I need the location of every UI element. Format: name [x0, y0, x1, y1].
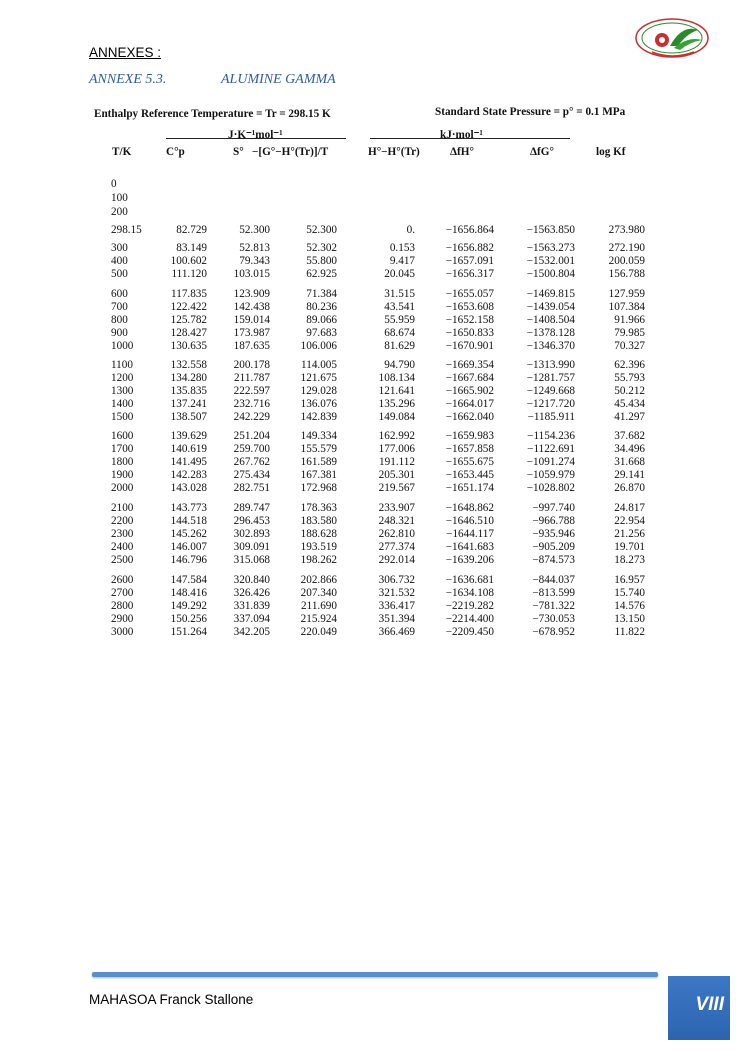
- cell-entropy: 187.635: [233, 340, 270, 352]
- cell-enthalpy-increment: 177.006: [378, 443, 415, 455]
- cell-enthalpy-increment: 292.014: [378, 554, 415, 566]
- cell-log-kf: 200.059: [608, 255, 645, 267]
- cell-log-kf: 16.957: [614, 574, 645, 586]
- cell-enthalpy-formation: −1664.017: [445, 398, 494, 410]
- cell-enthalpy-increment: 205.301: [378, 469, 415, 481]
- cell-gibbs-function: 211.690: [301, 600, 337, 612]
- cell-heat-capacity: 140.619: [170, 443, 207, 455]
- cell-heat-capacity: 146.796: [170, 554, 207, 566]
- cell-heat-capacity: 100.602: [170, 255, 207, 267]
- cell-temperature: 2200: [111, 515, 134, 527]
- cell-temperature: 700: [111, 301, 128, 313]
- cell-heat-capacity: 111.120: [171, 268, 207, 280]
- cell-gibbs-function: 71.384: [306, 288, 337, 300]
- cell-heat-capacity: 143.028: [170, 482, 207, 494]
- cell-log-kf: 79.985: [614, 327, 645, 339]
- cell-log-kf: 24.817: [614, 502, 645, 514]
- cell-temperature: 200: [111, 206, 128, 218]
- cell-temperature: 1900: [111, 469, 134, 481]
- institution-logo: [632, 16, 712, 68]
- cell-log-kf: 37.682: [614, 430, 645, 442]
- cell-temperature: 2600: [111, 574, 134, 586]
- cell-enthalpy-increment: 191.112: [379, 456, 415, 468]
- footer-author: MAHASOA Franck Stallone: [89, 992, 254, 1007]
- cell-gibbs-formation: −1378.128: [526, 327, 575, 339]
- cell-entropy: 275.434: [233, 469, 270, 481]
- cell-log-kf: 55.793: [614, 372, 645, 384]
- cell-gibbs-function: 193.519: [300, 541, 337, 553]
- cell-log-kf: 19.701: [614, 541, 645, 553]
- cell-entropy: 79.343: [239, 255, 270, 267]
- cell-gibbs-formation: −1408.504: [526, 314, 575, 326]
- cell-gibbs-formation: −1532.001: [526, 255, 575, 267]
- cell-gibbs-formation: −1346.370: [526, 340, 575, 352]
- cell-heat-capacity: 82.729: [176, 224, 207, 236]
- column-header-log-kf: log Kf: [596, 146, 626, 158]
- cell-enthalpy-increment: 121.641: [378, 385, 415, 397]
- cell-gibbs-function: 52.302: [306, 242, 337, 254]
- cell-enthalpy-increment: 149.084: [378, 411, 415, 423]
- cell-gibbs-function: 220.049: [300, 626, 337, 638]
- cell-entropy: 52.300: [239, 224, 270, 236]
- cell-heat-capacity: 125.782: [170, 314, 207, 326]
- cell-entropy: 320.840: [233, 574, 270, 586]
- cell-temperature: 2900: [111, 613, 134, 625]
- cell-heat-capacity: 138.507: [170, 411, 207, 423]
- cell-gibbs-formation: −1469.815: [526, 288, 575, 300]
- cell-gibbs-function: 80.236: [306, 301, 337, 313]
- units-right: kJ·mol⁻¹: [440, 129, 483, 141]
- cell-heat-capacity: 146.007: [170, 541, 207, 553]
- cell-enthalpy-increment: 351.394: [378, 613, 415, 625]
- cell-enthalpy-increment: 262.810: [378, 528, 415, 540]
- cell-heat-capacity: 117.835: [171, 288, 207, 300]
- cell-entropy: 200.178: [233, 359, 270, 371]
- cell-gibbs-formation: −781.322: [532, 600, 575, 612]
- enthalpy-reference-text: Enthalpy Reference Temperature = Tr = 298.15 K: [94, 108, 331, 120]
- cell-gibbs-function: 62.925: [306, 268, 337, 280]
- cell-enthalpy-formation: −1670.901: [445, 340, 494, 352]
- cell-gibbs-formation: −1059.979: [526, 469, 575, 481]
- cell-entropy: 211.787: [234, 372, 270, 384]
- cell-enthalpy-formation: −1656.882: [445, 242, 494, 254]
- cell-entropy: 267.762: [233, 456, 270, 468]
- cell-enthalpy-formation: −1655.675: [445, 456, 494, 468]
- cell-temperature: 600: [111, 288, 128, 300]
- cell-enthalpy-formation: −1652.158: [445, 314, 494, 326]
- column-header-enthalpy-formation: ΔfH°: [450, 146, 474, 158]
- cell-enthalpy-formation: −1653.445: [445, 469, 494, 481]
- cell-enthalpy-formation: −1662.040: [445, 411, 494, 423]
- cell-gibbs-formation: −1563.273: [526, 242, 575, 254]
- cell-temperature: 1500: [111, 411, 134, 423]
- cell-heat-capacity: 145.262: [170, 528, 207, 540]
- cell-temperature: 300: [111, 242, 128, 254]
- cell-enthalpy-formation: −1646.510: [445, 515, 494, 527]
- cell-enthalpy-increment: 20.045: [384, 268, 415, 280]
- cell-enthalpy-formation: −2219.282: [445, 600, 494, 612]
- cell-temperature: 1300: [111, 385, 134, 397]
- cell-gibbs-function: 114.005: [301, 359, 337, 371]
- cell-gibbs-function: 178.363: [300, 502, 337, 514]
- cell-entropy: 342.205: [233, 626, 270, 638]
- cell-log-kf: 107.384: [608, 301, 645, 313]
- cell-enthalpy-formation: −1669.354: [445, 359, 494, 371]
- cell-entropy: 173.987: [233, 327, 270, 339]
- cell-gibbs-function: 198.262: [300, 554, 337, 566]
- cell-enthalpy-formation: −1650.833: [445, 327, 494, 339]
- cell-log-kf: 91.966: [614, 314, 645, 326]
- cell-temperature: 100: [111, 192, 128, 204]
- cell-enthalpy-increment: 336.417: [378, 600, 415, 612]
- cell-enthalpy-increment: 306.732: [378, 574, 415, 586]
- cell-gibbs-function: 207.340: [300, 587, 337, 599]
- cell-enthalpy-formation: −1655.057: [445, 288, 494, 300]
- cell-gibbs-function: 167.381: [300, 469, 337, 481]
- cell-temperature: 298.15: [111, 224, 142, 236]
- column-header-heat-capacity: C°p: [166, 146, 185, 158]
- cell-enthalpy-formation: −1667.684: [445, 372, 494, 384]
- cell-entropy: 159.014: [233, 314, 270, 326]
- cell-heat-capacity: 139.629: [170, 430, 207, 442]
- cell-enthalpy-formation: −2214.400: [445, 613, 494, 625]
- cell-log-kf: 45.434: [614, 398, 645, 410]
- cell-temperature: 3000: [111, 626, 134, 638]
- cell-temperature: 1100: [111, 359, 133, 371]
- cell-gibbs-formation: −678.952: [532, 626, 575, 638]
- cell-temperature: 2000: [111, 482, 134, 494]
- cell-gibbs-formation: −1028.802: [526, 482, 575, 494]
- cell-gibbs-function: 89.066: [306, 314, 337, 326]
- cell-heat-capacity: 142.283: [170, 469, 207, 481]
- cell-heat-capacity: 135.835: [170, 385, 207, 397]
- cell-heat-capacity: 132.558: [170, 359, 207, 371]
- cell-enthalpy-increment: 9.417: [389, 255, 415, 267]
- cell-enthalpy-increment: 0.: [406, 224, 415, 236]
- cell-enthalpy-formation: −1639.206: [445, 554, 494, 566]
- cell-gibbs-function: 55.800: [306, 255, 337, 267]
- cell-log-kf: 26.870: [614, 482, 645, 494]
- cell-temperature: 1000: [111, 340, 134, 352]
- cell-gibbs-formation: −1217.720: [526, 398, 575, 410]
- cell-entropy: 326.426: [233, 587, 270, 599]
- cell-enthalpy-formation: −1641.683: [445, 541, 494, 553]
- cell-heat-capacity: 143.773: [170, 502, 207, 514]
- cell-enthalpy-increment: 0.153: [389, 242, 415, 254]
- units-left: J·K⁻¹mol⁻¹: [228, 129, 283, 141]
- cell-temperature: 2800: [111, 600, 134, 612]
- cell-heat-capacity: 122.422: [170, 301, 207, 313]
- cell-temperature: 1200: [111, 372, 134, 384]
- cell-gibbs-formation: −874.573: [532, 554, 575, 566]
- cell-enthalpy-formation: −1653.608: [445, 301, 494, 313]
- column-header-entropy: S°: [233, 146, 244, 158]
- cell-log-kf: 14.576: [614, 600, 645, 612]
- cell-entropy: 259.700: [233, 443, 270, 455]
- cell-enthalpy-formation: −1659.983: [445, 430, 494, 442]
- cell-heat-capacity: 149.292: [170, 600, 207, 612]
- cell-gibbs-formation: −1122.691: [527, 443, 575, 455]
- cell-entropy: 315.068: [233, 554, 270, 566]
- cell-gibbs-function: 121.675: [300, 372, 337, 384]
- cell-log-kf: 21.256: [614, 528, 645, 540]
- cell-temperature: 1700: [111, 443, 134, 455]
- cell-temperature: 2300: [111, 528, 134, 540]
- cell-gibbs-formation: −1091.274: [526, 456, 575, 468]
- footer-rule: [92, 972, 658, 977]
- cell-gibbs-formation: −1500.804: [526, 268, 575, 280]
- cell-gibbs-formation: −730.053: [532, 613, 575, 625]
- cell-enthalpy-formation: −1657.091: [445, 255, 494, 267]
- cell-gibbs-function: 52.300: [306, 224, 337, 236]
- cell-heat-capacity: 128.427: [170, 327, 207, 339]
- cell-gibbs-formation: −813.599: [532, 587, 575, 599]
- cell-gibbs-function: 149.334: [300, 430, 337, 442]
- standard-pressure-text: Standard State Pressure = p° = 0.1 MPa: [435, 106, 626, 118]
- cell-enthalpy-increment: 233.907: [378, 502, 415, 514]
- cell-gibbs-formation: −1281.757: [526, 372, 575, 384]
- cell-enthalpy-increment: 248.321: [378, 515, 415, 527]
- cell-gibbs-formation: −935.946: [532, 528, 575, 540]
- cell-enthalpy-formation: −2209.450: [445, 626, 494, 638]
- cell-enthalpy-increment: 94.790: [384, 359, 415, 371]
- cell-gibbs-formation: −1313.990: [526, 359, 575, 371]
- cell-log-kf: 18.273: [614, 554, 645, 566]
- cell-entropy: 52.813: [239, 242, 270, 254]
- cell-temperature: 400: [111, 255, 128, 267]
- column-header-gibbs-formation: ΔfG°: [530, 146, 554, 158]
- cell-enthalpy-increment: 108.134: [378, 372, 415, 384]
- cell-temperature: 1600: [111, 430, 134, 442]
- cell-temperature: 1400: [111, 398, 134, 410]
- cell-log-kf: 156.788: [608, 268, 645, 280]
- cell-heat-capacity: 137.241: [170, 398, 207, 410]
- cell-entropy: 222.597: [233, 385, 270, 397]
- cell-gibbs-formation: −1249.668: [526, 385, 575, 397]
- cell-enthalpy-formation: −1648.862: [445, 502, 494, 514]
- cell-heat-capacity: 150.256: [170, 613, 207, 625]
- cell-gibbs-function: 129.028: [300, 385, 337, 397]
- cell-gibbs-function: 142.839: [300, 411, 337, 423]
- cell-enthalpy-increment: 162.992: [378, 430, 415, 442]
- cell-heat-capacity: 151.264: [170, 626, 207, 638]
- cell-entropy: 282.751: [233, 482, 270, 494]
- cell-entropy: 123.909: [233, 288, 270, 300]
- cell-log-kf: 50.212: [614, 385, 645, 397]
- annex-number: ANNEXE 5.3.: [89, 72, 167, 87]
- cell-log-kf: 13.150: [614, 613, 645, 625]
- cell-gibbs-formation: −844.037: [532, 574, 575, 586]
- cell-temperature: 0: [111, 178, 117, 190]
- cell-entropy: 302.893: [233, 528, 270, 540]
- cell-log-kf: 31.668: [614, 456, 645, 468]
- cell-gibbs-function: 97.683: [306, 327, 337, 339]
- cell-entropy: 337.094: [233, 613, 270, 625]
- cell-enthalpy-increment: 219.567: [378, 482, 415, 494]
- cell-enthalpy-increment: 321.532: [378, 587, 415, 599]
- cell-temperature: 900: [111, 327, 128, 339]
- cell-heat-capacity: 148.416: [170, 587, 207, 599]
- cell-enthalpy-formation: −1636.681: [445, 574, 494, 586]
- cell-gibbs-function: 155.579: [300, 443, 337, 455]
- cell-log-kf: 22.954: [614, 515, 645, 527]
- cell-temperature: 500: [111, 268, 128, 280]
- cell-temperature: 1800: [111, 456, 134, 468]
- cell-gibbs-function: 188.628: [300, 528, 337, 540]
- cell-log-kf: 62.396: [614, 359, 645, 371]
- annex-subtitle: [89, 72, 336, 88]
- cell-enthalpy-increment: 68.674: [384, 327, 415, 339]
- cell-enthalpy-formation: −1634.108: [445, 587, 494, 599]
- cell-enthalpy-increment: 277.374: [378, 541, 415, 553]
- cell-gibbs-formation: −1154.236: [527, 430, 575, 442]
- cell-log-kf: 11.822: [614, 626, 645, 638]
- cell-log-kf: 34.496: [614, 443, 645, 455]
- cell-gibbs-function: 183.580: [300, 515, 337, 527]
- cell-enthalpy-formation: −1656.317: [445, 268, 494, 280]
- cell-enthalpy-formation: −1644.117: [446, 528, 494, 540]
- cell-enthalpy-increment: 55.959: [384, 314, 415, 326]
- cell-temperature: 2500: [111, 554, 134, 566]
- annexes-heading: ANNEXES :: [89, 45, 162, 60]
- cell-temperature: 2700: [111, 587, 134, 599]
- cell-heat-capacity: 147.584: [170, 574, 207, 586]
- cell-gibbs-function: 106.006: [300, 340, 337, 352]
- cell-entropy: 296.453: [233, 515, 270, 527]
- cell-gibbs-function: 215.924: [300, 613, 337, 625]
- cell-heat-capacity: 144.518: [170, 515, 207, 527]
- cell-entropy: 103.015: [233, 268, 270, 280]
- cell-gibbs-formation: −1563.850: [526, 224, 575, 236]
- cell-enthalpy-formation: −1657.858: [445, 443, 494, 455]
- cell-log-kf: 273.980: [608, 224, 645, 236]
- cell-log-kf: 41.297: [614, 411, 645, 423]
- cell-entropy: 242.229: [233, 411, 270, 423]
- cell-log-kf: 127.959: [608, 288, 645, 300]
- cell-entropy: 289.747: [233, 502, 270, 514]
- cell-temperature: 2400: [111, 541, 134, 553]
- cell-gibbs-formation: −905.209: [532, 541, 575, 553]
- cell-gibbs-formation: −966.788: [532, 515, 575, 527]
- cell-log-kf: 70.327: [614, 340, 645, 352]
- cell-entropy: 331.839: [233, 600, 270, 612]
- cell-enthalpy-formation: −1656.864: [445, 224, 494, 236]
- cell-heat-capacity: 130.635: [170, 340, 207, 352]
- cell-enthalpy-formation: −1665.902: [445, 385, 494, 397]
- cell-gibbs-function: 172.968: [300, 482, 337, 494]
- cell-gibbs-function: 161.589: [300, 456, 337, 468]
- cell-entropy: 251.204: [233, 430, 270, 442]
- cell-temperature: 800: [111, 314, 128, 326]
- cell-enthalpy-increment: 366.469: [378, 626, 415, 638]
- cell-enthalpy-increment: 135.296: [378, 398, 415, 410]
- cell-log-kf: 15.740: [614, 587, 645, 599]
- cell-entropy: 309.091: [233, 541, 270, 553]
- cell-enthalpy-increment: 43.541: [384, 301, 415, 313]
- cell-heat-capacity: 141.495: [170, 456, 207, 468]
- annex-name: ALUMINE GAMMA: [221, 72, 336, 87]
- cell-gibbs-formation: −1185.911: [527, 411, 575, 423]
- cell-log-kf: 29.141: [614, 469, 645, 481]
- cell-gibbs-formation: −1439.054: [526, 301, 575, 313]
- column-header-enthalpy-increment: H°−H°(Tr): [368, 146, 420, 158]
- cell-gibbs-function: 202.866: [300, 574, 337, 586]
- cell-enthalpy-formation: −1651.174: [445, 482, 494, 494]
- cell-gibbs-formation: −997.740: [532, 502, 575, 514]
- page-number-badge: VIII: [668, 976, 730, 1040]
- column-header-temperature: T/K: [112, 146, 132, 158]
- cell-heat-capacity: 134.280: [170, 372, 207, 384]
- cell-entropy: 142.438: [233, 301, 270, 313]
- cell-temperature: 2100: [111, 502, 134, 514]
- cell-heat-capacity: 83.149: [176, 242, 207, 254]
- cell-entropy: 232.716: [233, 398, 270, 410]
- column-header-gibbs-function: −[G°−H°(Tr)]/T: [252, 146, 329, 158]
- cell-gibbs-function: 136.076: [300, 398, 337, 410]
- cell-enthalpy-increment: 31.515: [384, 288, 415, 300]
- cell-log-kf: 272.190: [608, 242, 645, 254]
- cell-enthalpy-increment: 81.629: [384, 340, 415, 352]
- data-table: [92, 104, 662, 649]
